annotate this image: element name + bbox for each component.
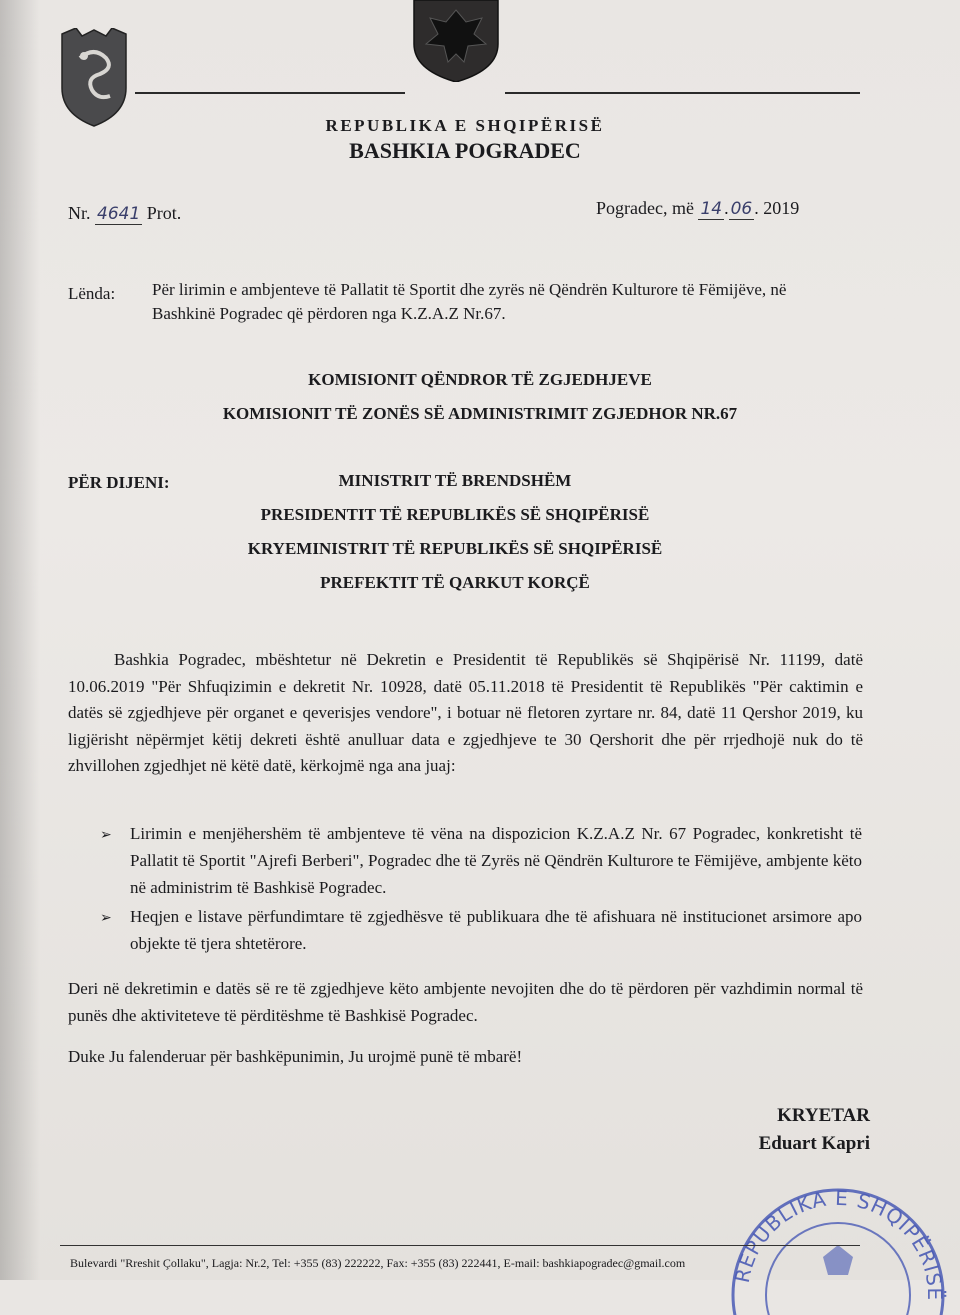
stamp-text: REPUBLIKA E SHQIPËRISË — [729, 1185, 948, 1302]
date-day: 14 — [700, 199, 723, 219]
date-year: 2019 — [763, 198, 800, 218]
for-info-label: PËR DIJENI: — [68, 473, 170, 492]
request-list — [100, 820, 862, 959]
svg-text:REPUBLIKA E SHQIPËRISË — [730, 1186, 947, 1301]
protocol-number — [68, 203, 181, 224]
header-rule-right — [505, 92, 860, 94]
footer-contact: Bulevardi "Rreshit Çollaku", Lagja: Nr.2, Tel: +355 (83) 222222, Fax: +355 (83) 222441, E-mail: bashkiapogradec@gmail.com — [70, 1256, 686, 1270]
for-info-item: MINISTRIT TË BRENDSHËM — [338, 471, 572, 490]
for-info-list — [200, 470, 710, 606]
signature-title: KRYETAR — [777, 1105, 870, 1126]
body-paragraph-1: Bashkia Pogradec, mbështetur në Dekretin e Presidentit të Republikës së Shqipërisë Nr. 11199, datë 10.06.2019 "Për Shfuqizimin e dekretit Nr. 10928, datë 05.11.2018 të Presidentit të Republikës "Për caktimin e datës së zgjedhjeve për organet e qeverisjes vendore", i botuar në fletoren zyrtare nr. 84, datë 11 Qershor 2019, ku ligjërisht nëpërmjet këtij dekreti është anulluar data e zgjedhjeve te 30 Qershorit dhe për rrjedhojë nuk do të zhvillohen zgjedhjet në këtë datë, kërkojmë nga ana juaj: — [68, 650, 863, 775]
list-item — [100, 820, 862, 901]
subject-text: Për lirimin e ambjenteve të Pallatit të Sportit dhe zyrës në Qëndrën Kulturore të Fëmijëve, në Bashkinë Pogradec që përdoren nga K.Z.A.Z Nr.67. — [152, 280, 787, 323]
protocol-suffix: Prot. — [146, 203, 182, 223]
arrow-bullet-icon: ➢ — [100, 827, 112, 843]
list-item-text: Lirimin e menjëhershëm të ambjenteve të vëna na dispozicion K.Z.A.Z Nr. 67 Pogradec, konkretisht të Pallatit të Sportit "Ajrefi Berberi", Pogradec dhe të Zyrës në Qëndrën Kulturore te Fëmijëve, ambjente këto në administrim të Bashkisë Pogradec. — [130, 824, 862, 897]
pogradec-crest-icon — [58, 28, 130, 128]
for-info-item: PREFEKTIT TË QARKUT KORÇË — [320, 573, 590, 592]
protocol-prefix: Nr. — [68, 203, 91, 223]
closing-line: Duke Ju falenderuar për bashkëpunimin, Ju urojmë punë të mbarë! — [68, 1047, 523, 1066]
page-shadow — [0, 0, 40, 1280]
header-rule-left — [135, 92, 405, 94]
albania-eagle-crest-icon — [408, 0, 504, 82]
letter-date: Pogradec, më 14 . 06 . 2019 — [596, 198, 800, 219]
arrow-bullet-icon: ➢ — [100, 910, 112, 926]
recipient-1: KOMISIONIT QËNDROR TË ZGJEDHJEVE — [308, 370, 652, 389]
recipient-2: KOMISIONIT TË ZONËS SË ADMINISTRIMIT ZGJEDHOR NR.67 — [222, 404, 738, 423]
date-prefix: Pogradec, më — [596, 198, 694, 218]
list-item — [100, 903, 862, 957]
republic-heading: REPUBLIKA E SHQIPËRISË — [325, 116, 605, 135]
footer-rule — [60, 1245, 860, 1246]
body-paragraph-2: Deri në dekretimin e datës së re të zgjedhjeve këto ambjente nevojiten dhe do të përdoren për vazhdimin normal të punës dhe aktiviteteve të përditëshme të Bashkisë Pogradec. — [68, 979, 863, 1025]
date-month: 06 — [730, 199, 753, 219]
signature-name: Eduart Kapri — [758, 1133, 870, 1154]
municipality-heading: BASHKIA POGRADEC — [349, 138, 581, 163]
subject-label: Lënda: — [68, 284, 116, 303]
for-info-item: KRYEMINISTRIT TË REPUBLIKËS SË SHQIPËRISË — [247, 539, 663, 558]
list-item-text: Heqjen e listave përfundimtare të zgjedhësve të publikuara dhe të afishuara në institucionet arsimore apo objekte të tjera shtetërore. — [130, 907, 862, 953]
official-stamp-icon — [718, 1145, 948, 1315]
for-info-item: PRESIDENTIT TË REPUBLIKËS SË SHQIPËRISË — [260, 505, 650, 524]
protocol-handwritten-number: 4641 — [97, 204, 141, 224]
